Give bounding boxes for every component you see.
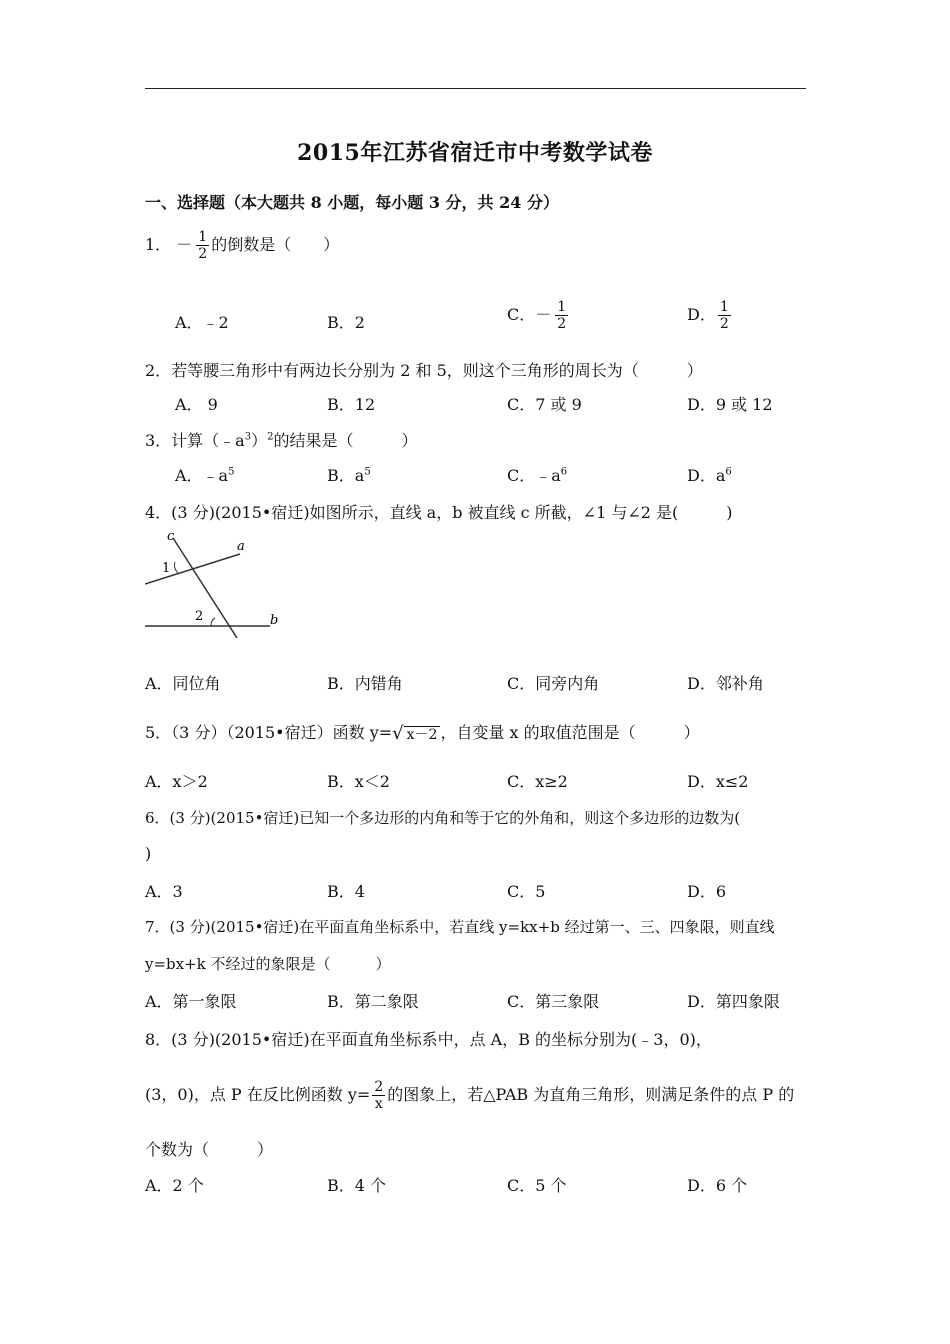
q8-stem-start: (3，0)，点 P 在反比例函数 y= xyxy=(145,1085,371,1104)
q7-option-b[interactable]: B．第二象限 xyxy=(327,992,419,1011)
angle-2-arc xyxy=(211,618,215,626)
q5-radicand: x－2 xyxy=(404,726,441,743)
q1-number: 1． xyxy=(145,235,172,254)
q3-option-d-exponent: 6 xyxy=(725,466,732,478)
q8-option-a[interactable]: A．2 个 xyxy=(145,1176,204,1195)
header-rule xyxy=(145,88,806,89)
q7-option-d[interactable]: D．第四象限 xyxy=(687,992,780,1011)
q8-option-b[interactable]: B．4 个 xyxy=(327,1176,387,1195)
question-8-line-3: 个数为（ ） xyxy=(145,1140,274,1159)
q3-close-paren: ） xyxy=(251,431,268,450)
q1-option-c-minus: － xyxy=(535,305,552,324)
q7-option-c[interactable]: C．第三象限 xyxy=(507,992,600,1011)
q3-option-d[interactable] xyxy=(687,463,732,486)
q2-option-a[interactable]: A． 9 xyxy=(175,395,218,414)
label-c: c xyxy=(167,529,175,544)
q3-option-b[interactable] xyxy=(327,463,371,486)
q5-option-b[interactable]: B．x＜2 xyxy=(327,772,390,791)
question-1 xyxy=(145,230,339,261)
q3-option-d-base: D．a xyxy=(687,466,726,485)
section-heading-choice: 一、选择题（本大题共 8 小题，每小题 3 分，共 24 分） xyxy=(145,193,559,212)
q3-exponent-outer: 2 xyxy=(267,431,274,443)
q2-option-d[interactable]: D．9 或 12 xyxy=(687,395,773,414)
q1-option-c-fraction xyxy=(555,300,568,331)
q6-option-a[interactable]: A．3 xyxy=(145,882,183,901)
q1-option-d-label: D． xyxy=(687,305,716,324)
q3-stem-end: 的结果是（ ） xyxy=(273,431,418,450)
q1-option-a[interactable]: A．﹣2 xyxy=(175,313,229,332)
q3-option-a[interactable] xyxy=(175,463,234,486)
q1-option-c-denominator: 2 xyxy=(557,316,567,332)
q1-option-c-label: C． xyxy=(507,305,536,324)
q5-stem-end: ，自变量 x 的取值范围是（ ） xyxy=(440,723,700,742)
q1-option-d-fraction xyxy=(718,300,731,331)
sqrt-sign: √ xyxy=(392,723,404,744)
question-2: 2．若等腰三角形中有两边长分别为 2 和 5，则这个三角形的周长为（ ） xyxy=(145,361,703,380)
line-c xyxy=(173,538,237,638)
q8-numerator: 2 xyxy=(374,1079,384,1095)
q4-option-b[interactable]: B．内错角 xyxy=(327,674,403,693)
q5-sqrt xyxy=(392,723,440,744)
q8-stem-end: 的图象上，若△PAB 为直角三角形，则满足条件的点 P 的 xyxy=(387,1085,795,1104)
q3-option-c-exponent: 6 xyxy=(560,466,568,478)
q1-numerator: 1 xyxy=(198,229,208,245)
question-8-line-1: 8．(3 分)(2015•宿迁)在平面直角坐标系中，点 A，B 的坐标分别为(﹣3，0)， xyxy=(145,1030,712,1049)
question-6-line-1: 6．(3 分)(2015•宿迁)已知一个多边形的内角和等于它的外角和，则这个多边形的边数为( xyxy=(145,809,741,827)
question-3 xyxy=(145,428,418,451)
q8-fraction xyxy=(372,1080,385,1111)
q2-option-b[interactable]: B．12 xyxy=(327,395,376,414)
question-7-line-2: y=bx+k 不经过的象限是（ ） xyxy=(145,955,391,973)
q6-option-b[interactable]: B．4 xyxy=(327,882,365,901)
q3-exponent-inner: 3 xyxy=(244,431,252,443)
q3-option-a-exponent: 5 xyxy=(228,466,235,478)
q2-option-c[interactable]: C．7 或 9 xyxy=(507,395,582,414)
q4-option-c[interactable]: C．同旁内角 xyxy=(507,674,600,693)
question-6-line-2: ) xyxy=(145,844,152,863)
label-b: b xyxy=(270,613,279,628)
q6-option-c[interactable]: C．5 xyxy=(507,882,546,901)
q1-minus: － xyxy=(176,235,193,254)
q1-stem: 的倒数是（ ） xyxy=(211,235,340,254)
q5-option-c[interactable]: C．x≥2 xyxy=(507,772,568,791)
q8-option-d[interactable]: D．6 个 xyxy=(687,1176,748,1195)
question-7-line-1: 7．(3 分)(2015•宿迁)在平面直角坐标系中，若直线 y=kx+b 经过第一、三、四象限，则直线 xyxy=(145,918,775,936)
q1-option-d[interactable] xyxy=(687,300,733,331)
q1-option-d-denominator: 2 xyxy=(719,316,729,332)
q4-option-a[interactable]: A．同位角 xyxy=(145,674,221,693)
q5-option-d[interactable]: D．x≤2 xyxy=(687,772,749,791)
q7-option-a[interactable]: A．第一象限 xyxy=(145,992,237,1011)
q1-fraction xyxy=(196,230,209,261)
question-5 xyxy=(145,720,700,744)
q5-option-a[interactable]: A．x＞2 xyxy=(145,772,208,791)
q1-option-d-numerator: 1 xyxy=(719,299,729,315)
q8-denominator: x xyxy=(374,1096,383,1112)
label-angle-1: 1 xyxy=(162,561,171,576)
page-title: 2015年江苏省宿迁市中考数学试卷 xyxy=(297,140,653,166)
q3-option-c[interactable] xyxy=(507,463,567,486)
angle-1-arc xyxy=(174,562,178,573)
q8-option-c[interactable]: C．5 个 xyxy=(507,1176,567,1195)
q3-option-c-base: C．﹣a xyxy=(507,466,561,485)
q1-denominator: 2 xyxy=(198,246,208,262)
q3-option-a-base: A．﹣a xyxy=(175,466,229,485)
q6-option-d[interactable]: D．6 xyxy=(687,882,727,901)
label-a: a xyxy=(237,539,245,554)
q4-figure-transversal xyxy=(145,528,285,638)
question-8-line-2 xyxy=(145,1080,794,1111)
q3-option-b-base: B．a xyxy=(327,466,365,485)
q5-stem-start: 5．（3 分）（2015•宿迁）函数 y= xyxy=(145,723,393,742)
q3-option-b-exponent: 5 xyxy=(364,466,371,478)
q1-option-c[interactable] xyxy=(507,300,570,331)
label-angle-2: 2 xyxy=(195,609,204,624)
question-4: 4．(3 分)(2015•宿迁)如图所示，直线 a，b 被直线 c 所截，∠1 与∠2 是( ) xyxy=(145,503,733,522)
q1-option-b[interactable]: B．2 xyxy=(327,313,365,332)
q1-option-c-numerator: 1 xyxy=(557,299,567,315)
q4-option-d[interactable]: D．邻补角 xyxy=(687,674,764,693)
q3-stem-start: 3．计算（﹣a xyxy=(145,431,245,450)
